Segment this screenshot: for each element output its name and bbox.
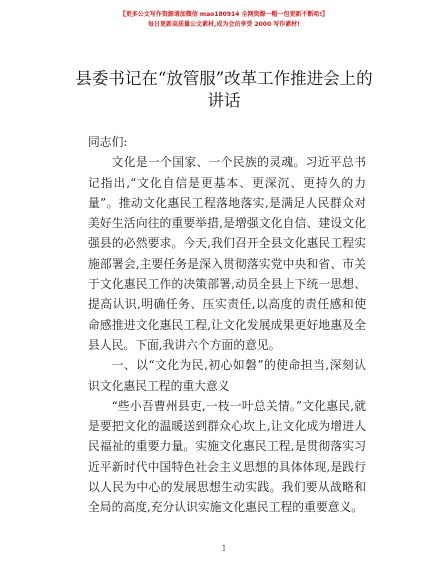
paragraph-intro: 文化是一个国家、一个民族的灵魂。习近平总书记指出,“文化自信是更基本、更深沉、更持久的力量”。推动文化惠民工程落地落实,是满足人民群众对美好生活向往的重要举措,是增强文化自信、建设文化强县的必然要求。今天,我们召开全县文化惠民工程实施部署会,主要任务是深入贯彻落实党中央和省、市关于文化惠民工作的决策部署,动员全县上下统一思想、提高认识,明确任务、压实责任,以高度的责任感和使命感推进文化惠民工程,让文化发展成果更好地惠及全县人民。下面,我讲六个方面的意见。	[88, 155, 366, 352]
promo-banner	[0, 10, 448, 30]
promo-banner-line-2: 每日更新高质量公文素材,成为会员享受 2000 写作素材!	[148, 21, 300, 28]
document-body	[88, 132, 366, 518]
document-title: 县委书记在“放管服”改革工作推进会上的讲话	[75, 69, 373, 110]
salutation: 同志们:	[88, 135, 128, 149]
section-heading-1: 一、以“文化为民,初心如磐”的使命担当,深刻认识文化惠民工程的重大意义	[88, 358, 366, 393]
page-number: 1	[221, 544, 227, 553]
promo-banner-line-1: 【更多公文写作资源请加微信 mao180914 全网资源一帽一包更新不断哈!】	[119, 11, 329, 18]
paragraph-section-1: “些小吾曹州县吏,一枝一叶总关情。”文化惠民,就是要把文化的温暖送到群众心坎上,让文化成为增进人民福祉的重要力量。实施文化惠民工程,是贯彻落实习近平新时代中国特色社会主义思想的具体体现,是践行以人民为中心的发展思想生动实践。我们要从战略和全局的高度,充分认识实施文化惠民工程的重要意义。	[88, 398, 366, 515]
